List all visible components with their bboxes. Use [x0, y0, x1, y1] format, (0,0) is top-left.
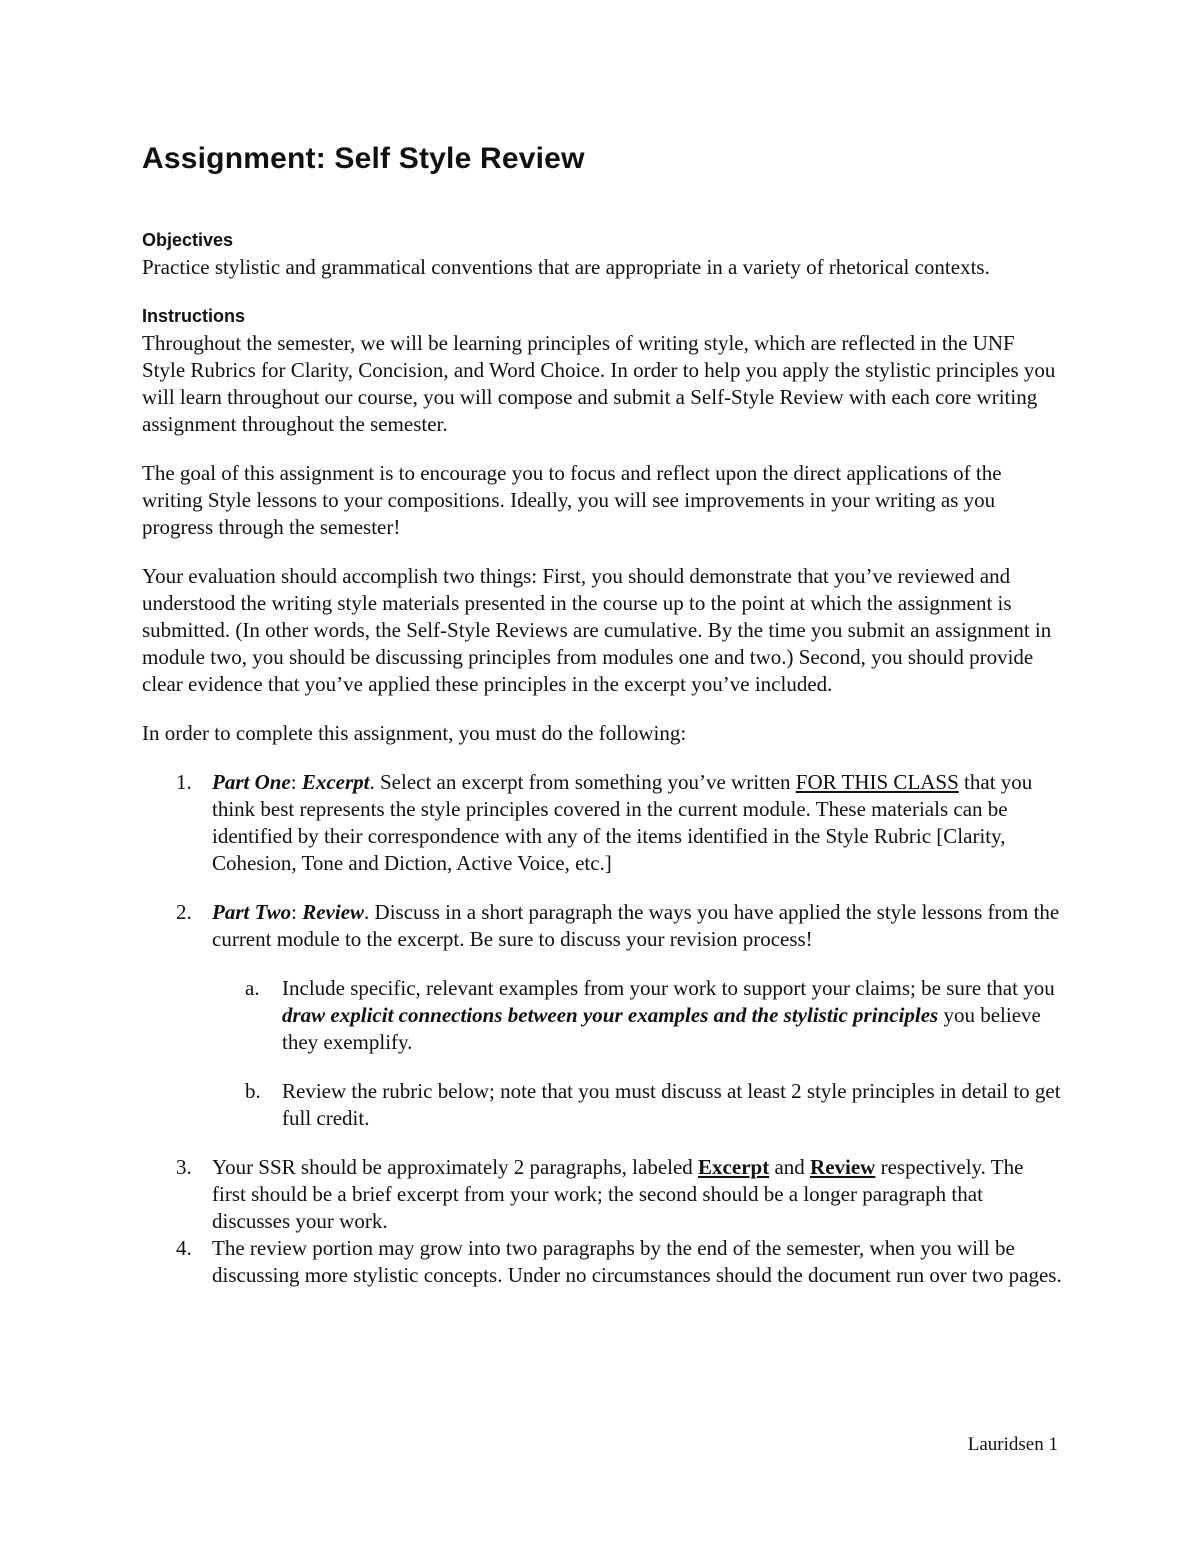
list-item	[142, 1154, 1062, 1235]
list-number: 4.	[176, 1236, 192, 1260]
sub-list-item	[212, 975, 1062, 1056]
list-item	[142, 899, 1062, 1132]
for-this-class-text: FOR THIS CLASS	[795, 770, 959, 794]
objectives-heading: Objectives	[142, 230, 234, 250]
emphasis-text: draw explicit connections between your examples and the stylistic principles	[282, 1003, 939, 1027]
spacer	[142, 438, 1062, 460]
instructions-paragraph-1: Throughout the semester, we will be learning principles of writing style, which are reflected in the UNF Style Rubrics for Clarity, Concision, and Word Choice. In order to help you apply the stylistic principles you will learn throughout our course, you will compose and submit a Self-Style Review with each core writing assignment throughout the semester.	[142, 331, 1056, 436]
spacer	[142, 281, 1062, 303]
colon: :	[290, 770, 302, 794]
item-text: Review the rubric below; note that you must discuss at least 2 style principles in detail to get full credit.	[282, 1079, 1061, 1130]
item-text: Your SSR should be approximately 2 paragraphs, labeled	[212, 1155, 699, 1179]
instructions-paragraph-3: Your evaluation should accomplish two things: First, you should demonstrate that you’ve reviewed and understood the writing style materials presented in the course up to the point at which the assignment is submitted. (In other words, the Self-Style Reviews are cumulative. By the time you submit an assignment in module two, you should be discussing principles from modules one and two.) Second, you should provide clear evidence that you’ve applied these principles in the excerpt you’ve included.	[142, 564, 1052, 696]
page-title: Assignment: Self Style Review	[142, 142, 585, 175]
item-text: respectively. The first should be a brief excerpt from your work; the second should be a longer paragraph that discusses your work.	[212, 1155, 1024, 1233]
item-text: . Select an excerpt from something you’ve written	[369, 770, 796, 794]
excerpt-heading-label: Excerpt	[698, 1155, 770, 1179]
instructions-paragraph-2: The goal of this assignment is to encourage you to focus and reflect upon the direct applications of the writing Style lessons to your compositions. Ideally, you will see improvements in your writing as you progress through the semester!	[142, 461, 1002, 539]
item-text: you believe they exemplify.	[282, 1003, 1041, 1054]
colon: :	[291, 900, 303, 924]
review-label: Review	[302, 900, 365, 924]
list-item	[142, 769, 1062, 877]
list-item	[142, 1235, 1062, 1289]
instructions-heading: Instructions	[142, 306, 246, 326]
review-heading-label: Review	[810, 1155, 876, 1179]
item-text: . Discuss in a short paragraph the ways you have applied the style lessons from the current module to the excerpt. Be sure to discuss your revision process!	[212, 900, 1060, 951]
page-footer: Lauridsen 1	[967, 1434, 1058, 1455]
list-number: 1.	[176, 770, 192, 794]
spacer	[142, 698, 1062, 720]
sub-list-letter: b.	[245, 1079, 261, 1103]
objectives-text: Practice stylistic and grammatical conventions that are appropriate in a variety of rhetorical contexts.	[142, 255, 990, 279]
document-body	[142, 227, 1062, 1289]
spacer	[142, 747, 1062, 769]
spacer	[142, 541, 1062, 563]
item-text: The review portion may grow into two paragraphs by the end of the semester, when you will be discussing more stylistic concepts. Under no circumstances should the document run over two pages.	[212, 1236, 1062, 1287]
requirements-list	[142, 769, 1062, 1289]
part-one-label: Part One	[212, 770, 291, 794]
list-number: 3.	[176, 1155, 192, 1179]
item-text: that you think best represents the style principles covered in the current module. These materials can be identified by their correspondence with any of the items identified in the Style Rubric [Clarity, Cohesion, Tone and Diction, Active Voice, etc.]	[212, 770, 1033, 875]
sub-list-letter: a.	[245, 976, 260, 1000]
sub-list-item	[212, 1078, 1062, 1132]
part-two-label: Part Two	[212, 900, 292, 924]
item-text: and	[769, 1155, 811, 1179]
sub-list	[212, 975, 1062, 1132]
list-number: 2.	[176, 900, 192, 924]
item-text: Include specific, relevant examples from your work to support your claims; be sure that you	[282, 976, 1055, 1000]
excerpt-label: Excerpt	[301, 770, 370, 794]
instructions-paragraph-4: In order to complete this assignment, you must do the following:	[142, 721, 687, 745]
